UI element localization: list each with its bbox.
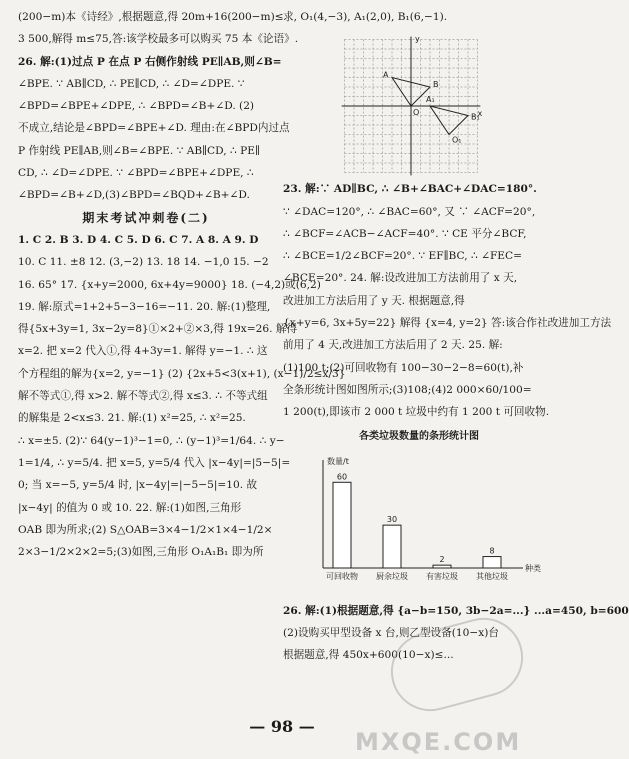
bar-value-0: 60 xyxy=(336,472,348,482)
text-line: 16. 65° 17. {x+y=2000, 6x+4y=9000} 18. (−4,2)或(6,2) xyxy=(18,278,321,291)
right-top-line: 求, O₁(4,−3), A₁(2,0), B₁(6,−1). xyxy=(283,11,448,23)
text-line: 得{5x+3y=1, 3x−2y=8}①×2+②×3,得 19x=26. 解得 xyxy=(18,323,298,336)
text-line: 前用了 4 天,改进加工方法后用了 2 天. 25. 解: xyxy=(283,339,503,352)
text-line: 19. 解:原式=1+2+5−3−16=−11. 20. 解:(1)整理, xyxy=(18,300,271,313)
text-line: 23. 解:∵ AD∥BC, ∴ ∠B+∠BAC+∠DAC=180°. xyxy=(283,183,537,196)
text-line: ∴ ∠BCE=1/2∠BCF=20°. ∵ EF∥BC, ∴ ∠FEC= xyxy=(283,250,523,263)
bar-chart xyxy=(283,450,553,600)
bar-category-0: 可回收物 xyxy=(326,571,358,581)
text-line: 1=1/4, ∴ y=5/4. 把 x=5, y=5/4 代入 |x−4y|=|5−5|= xyxy=(18,456,291,469)
text-line: ∠BCE=20°. 24. 解:设改进加工方法前用了 x 天, xyxy=(283,272,518,285)
text-line: ∴ ∠BCF=∠ACB−∠ACF=40°. ∵ CE 平分∠BCF, xyxy=(283,227,527,240)
text-line: 1. C 2. B 3. D 4. C 5. D 6. C 7. A 8. A 9. D xyxy=(18,233,259,246)
text-line: ∠BPE. ∵ AB∥CD, ∴ PE∥CD, ∴ ∠D=∠DPE. ∵ xyxy=(18,77,245,90)
text-line: 改进加工方法后用了 y 天. 根据题意,得 xyxy=(283,294,465,307)
text-line: 解不等式①,得 x>2. 解不等式②,得 x≤3. ∴ 不等式组 xyxy=(18,390,268,403)
section-title: 期末考试冲刺卷(二) xyxy=(82,210,210,225)
text-line: ∴ x=±5. (2)∵ 64(y−1)³−1=0, ∴ (y−1)³=1/64. ∴ y− xyxy=(18,434,285,447)
bar-3 xyxy=(483,556,501,567)
origin-label: O xyxy=(413,108,420,118)
text-line: 根据题意,得 450x+600(10−x)≤... xyxy=(283,649,454,662)
right-mid-text xyxy=(283,178,612,423)
chart-ylabel: 数量/t xyxy=(327,456,349,466)
watermark-text: MXQE.COM xyxy=(355,728,522,756)
text-line: {x+y=6, 3x+5y=22} 解得 {x=4, y=2} 答:该合作社改进加工方法 xyxy=(283,317,612,330)
bar-category-1: 厨余垃圾 xyxy=(376,571,408,581)
text-line: 26. 解:(1)过点 P 在点 P 右侧作射线 PE∥AB,则∠B= xyxy=(18,55,282,68)
y-axis-label: y xyxy=(415,34,420,44)
text-line: 26. 解:(1)根据题意,得 {a−b=150, 3b−2a=...} ...a=450, b=600 xyxy=(283,604,629,617)
text-line: 10. C 11. ±8 12. (3,−2) 13. 18 14. −1,0 15. −2 xyxy=(18,256,269,269)
point-o1-label: O₁ xyxy=(452,135,462,145)
text-line: ∠BPD=∠B+∠D,(3)∠BPD=∠BQD+∠B+∠D. xyxy=(18,189,250,202)
right-column xyxy=(283,6,629,667)
text-line: (2)设购买甲型设备 x 台,则乙型设备(10−x)台 xyxy=(283,627,499,640)
bar-category-3: 其他垃圾 xyxy=(476,571,508,581)
text-line: ∵ ∠DAC=120°, ∴ ∠BAC=60°, 又 ∵ ∠ACF=20°, xyxy=(283,205,536,218)
chart-title: 各类垃圾数量的条形统计图 xyxy=(359,430,479,442)
text-line: 全条形统计图如图所示;(3)108;(4)2 000×60/100= xyxy=(283,383,532,396)
bar-category-2: 有害垃圾 xyxy=(426,571,458,581)
point-a-label: A xyxy=(383,70,389,80)
bar-1 xyxy=(383,525,401,568)
text-line: (200−m)本《诗经》,根据题意,得 20m+16(200−m)≤ xyxy=(18,11,284,23)
text-line: x=2. 把 x=2 代入①,得 4+3y=1. 解得 y=−1. ∴ 这 xyxy=(18,345,268,358)
bar-2 xyxy=(433,565,451,568)
text-line: 1 200(t),即该市 2 000 t 垃圾中约有 1 200 t 可回收物. xyxy=(283,406,550,419)
bar-0 xyxy=(333,482,351,568)
text-line: (1)100 t;(2)可回收物有 100−30−2−8=60(t),补 xyxy=(283,361,524,374)
text-line: |x−4y| 的值为 0 或 10. 22. 解:(1)如图,三角形 xyxy=(18,501,242,514)
text-line: P 作射线 PE∥AB,则∠B=∠BPE. ∵ AB∥CD, ∴ PE∥ xyxy=(18,144,260,157)
text-line: 2×3−1/2×2×2=5;(3)如图,三角形 O₁A₁B₁ 即为所 xyxy=(18,546,264,559)
point-b-label: B xyxy=(433,80,439,90)
x-axis-label: x xyxy=(477,109,483,119)
text-line: CD, ∴ ∠D=∠DPE. ∵ ∠BPD=∠BPE+∠DPE, ∴ xyxy=(18,167,254,180)
page-number: — 98 — xyxy=(249,717,315,736)
text-line: 个方程组的解为{x=2, y=−1} (2) {2x+5<3(x+1), (x−1)/2≤x/3} xyxy=(18,367,346,380)
text-line: 3 500,解得 m≤75,答:该学校最多可以购买 75 本《论语》. xyxy=(18,33,299,46)
text-line: 不成立,结论是∠BPD=∠BPE+∠D. 理由:在∠BPD内过点 xyxy=(18,122,290,135)
bar-value-3: 8 xyxy=(489,546,495,556)
coordinate-graph xyxy=(341,28,491,178)
point-a1-label: A₁ xyxy=(426,95,435,105)
bar-value-1: 30 xyxy=(386,515,398,525)
text-line: ∠BPD=∠BPE+∠DPE, ∴ ∠BPD=∠B+∠D. (2) xyxy=(18,100,255,113)
text-line: OAB 即为所求;(2) S△OAB=3×4−1/2×1×4−1/2× xyxy=(18,523,273,536)
point-b1-label: B₁ xyxy=(471,112,480,122)
bar-value-2: 2 xyxy=(439,555,445,565)
text-line: 的解集是 2<x≤3. 21. 解:(1) x²=25, ∴ x²=25. xyxy=(18,412,246,425)
text-line: 0; 当 x=−5, y=5/4 时, |x−4y|=|−5−5|=10. 故 xyxy=(18,479,258,492)
chart-xlabel: 种类 xyxy=(525,563,541,573)
